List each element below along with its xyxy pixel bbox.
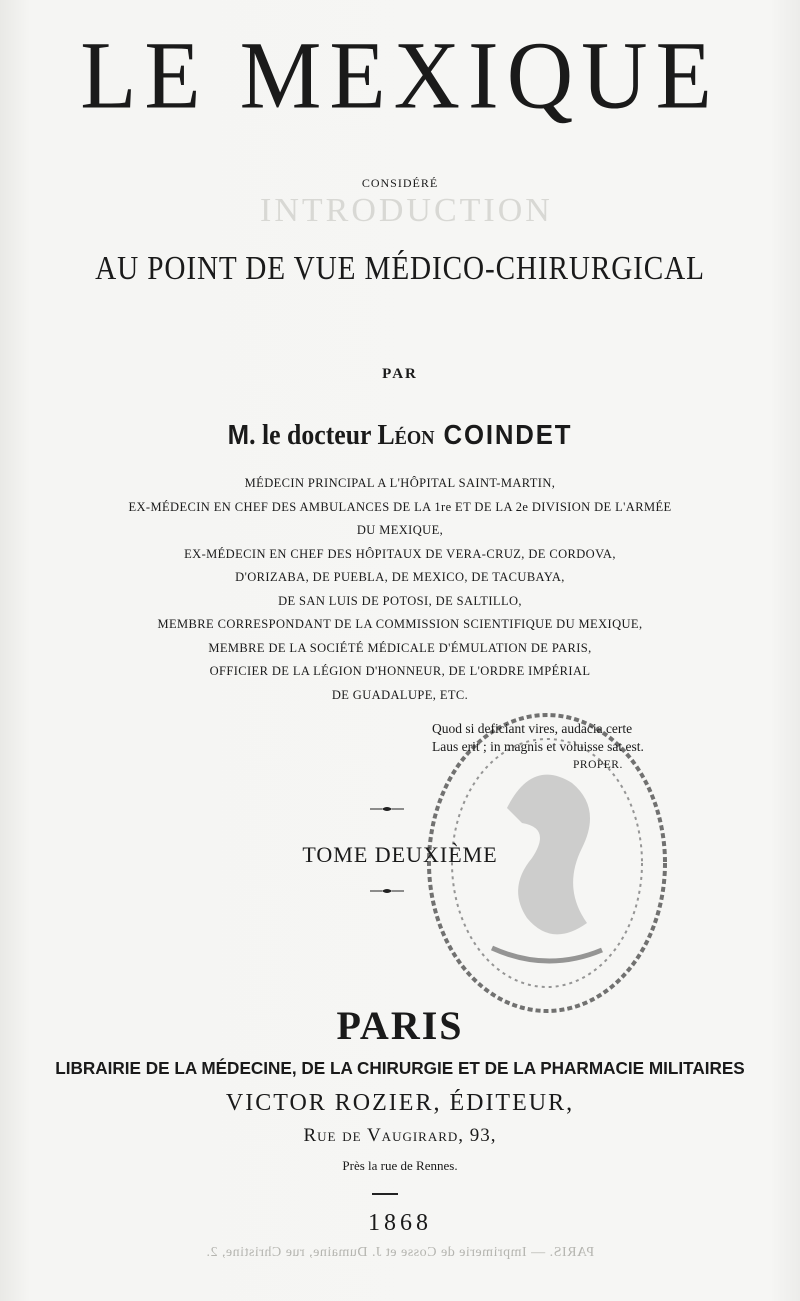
credential-line: MEMBRE DE LA SOCIÉTÉ MÉDICALE D'ÉMULATION DE PARIS, xyxy=(208,640,592,655)
editor-name: VICTOR ROZIER, ÉDITEUR, xyxy=(225,1090,575,1116)
credential-line: DE GUADALUPE, ETC. xyxy=(331,687,469,702)
ornament-divider-top xyxy=(370,805,404,813)
credential-line: MÉDECIN PRINCIPAL A L'HÔPITAL SAINT-MARTIN, xyxy=(244,476,556,490)
ornament-divider-bottom xyxy=(370,887,404,895)
epigraph-line-2: Laus erit ; in magnis et voluisse sat est. xyxy=(432,739,644,754)
author-name xyxy=(32,419,768,452)
printer-imprint-show-through: PARIS. — Imprimerie de Cosse et J. Dumaine, rue Christine, 2. xyxy=(205,1245,595,1260)
street-number: , 93, xyxy=(458,1125,497,1146)
book-subtitle: AU POINT DE VUE MÉDICO-CHIRURGICAL xyxy=(95,250,705,287)
show-through-text: INTRODUCTION xyxy=(260,192,553,229)
author-prefix: M xyxy=(227,419,250,450)
author-prefix-dot: . xyxy=(249,420,256,451)
street-name: Vaugirard xyxy=(366,1125,459,1146)
publication-year: 1868 xyxy=(368,1210,432,1236)
author-title: le docteur xyxy=(255,420,378,451)
short-rule xyxy=(372,1193,398,1195)
credential-line: D'ORIZABA, DE PUEBLA, DE MEXICO, DE TACUBAYA, xyxy=(235,570,565,584)
author-last-name: COINDET xyxy=(434,419,573,450)
address-note: Près la rue de Rennes. xyxy=(342,1158,458,1173)
street-prefix: Rue de xyxy=(303,1125,367,1146)
volume-label: TOME DEUXIÈME xyxy=(302,842,498,867)
credential-line: EX-MÉDECIN EN CHEF DES HÔPITAUX DE VERA-CRUZ, DE CORDOVA, xyxy=(184,546,616,561)
credential-line: DU MEXIQUE, xyxy=(356,523,444,537)
epigraph xyxy=(432,720,644,774)
credential-line: MEMBRE CORRESPONDANT DE LA COMMISSION SCIENTIFIQUE DU MEXIQUE, xyxy=(157,617,643,631)
epigraph-line-1: Quod si deficiant vires, audacia certe xyxy=(432,721,633,736)
epigraph-attribution: PROPER. xyxy=(573,759,623,771)
publisher-name: LIBRAIRIE DE LA MÉDECINE, DE LA CHIRURGIE ET DE LA PHARMACIE MILITAIRES xyxy=(55,1058,745,1078)
author-first-name: Léon xyxy=(377,420,435,451)
by-label: PAR xyxy=(382,366,418,382)
credential-line: DE SAN LUIS DE POTOSI, DE SALTILLO, xyxy=(278,593,522,608)
considere-label: CONSIDÉRÉ xyxy=(361,176,439,190)
publisher-address xyxy=(0,1125,800,1147)
credential-line: EX-MÉDECIN EN CHEF DES AMBULANCES DE LA 1re ET DE LA 2e DIVISION DE L'ARMÉE xyxy=(128,499,672,514)
book-title: LE MEXIQUE xyxy=(80,21,720,129)
credential-line: OFFICIER DE LA LÉGION D'HONNEUR, DE L'ORDRE IMPÉRIAL xyxy=(209,664,591,678)
author-credentials xyxy=(0,472,800,707)
publication-city: PARIS xyxy=(336,1003,464,1048)
